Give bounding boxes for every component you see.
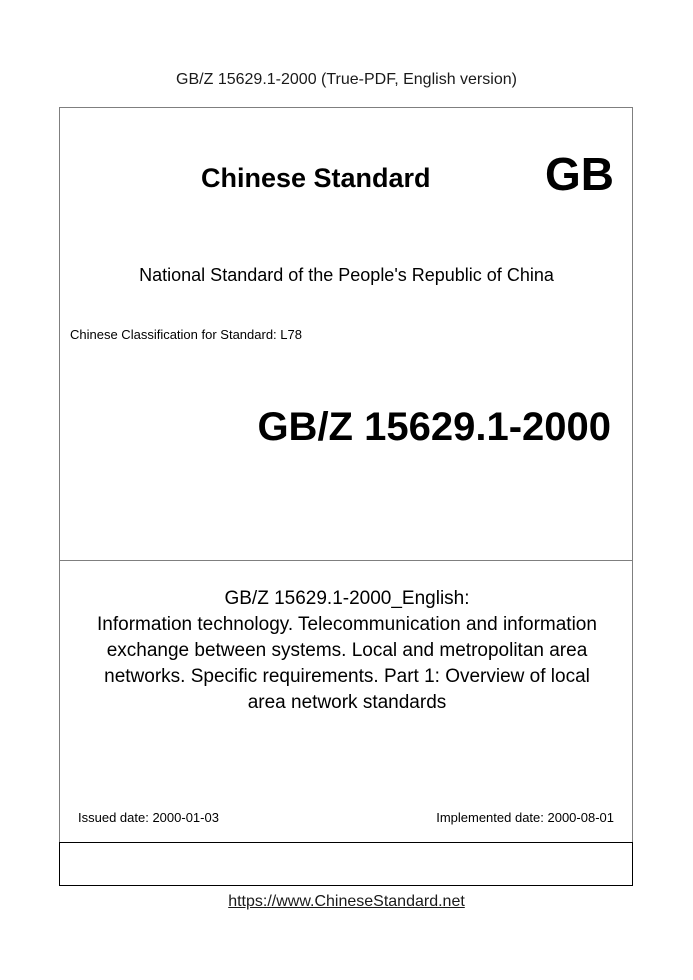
standard-title xyxy=(66,586,628,716)
title-line: networks. Specific requirements. Part 1: Overview of local xyxy=(104,666,590,687)
cover-bottom-panel xyxy=(59,842,633,886)
implemented-date: Implemented date: 2000-08-01 xyxy=(436,810,614,825)
gb-brand-mark: GB xyxy=(545,148,614,200)
title-line: Information technology. Telecommunication and information xyxy=(97,614,597,635)
footer-link-container xyxy=(0,893,693,911)
national-standard-line: National Standard of the People's Republic of China xyxy=(139,265,554,285)
standard-number: GB/Z 15629.1-2000 xyxy=(257,405,611,449)
issued-date: Issued date: 2000-01-03 xyxy=(78,810,219,825)
title-line: GB/Z 15629.1-2000_English: xyxy=(224,588,470,609)
website-link[interactable]: https://www.ChineseStandard.net xyxy=(228,893,465,910)
title-line: exchange between systems. Local and metropolitan area xyxy=(106,640,588,661)
brand-title: Chinese Standard xyxy=(201,163,431,193)
document-header-label: GB/Z 15629.1-2000 (True-PDF, English version) xyxy=(176,71,517,88)
title-line: area network standards xyxy=(247,692,447,713)
classification-label: Chinese Classification for Standard: L78 xyxy=(70,327,302,342)
